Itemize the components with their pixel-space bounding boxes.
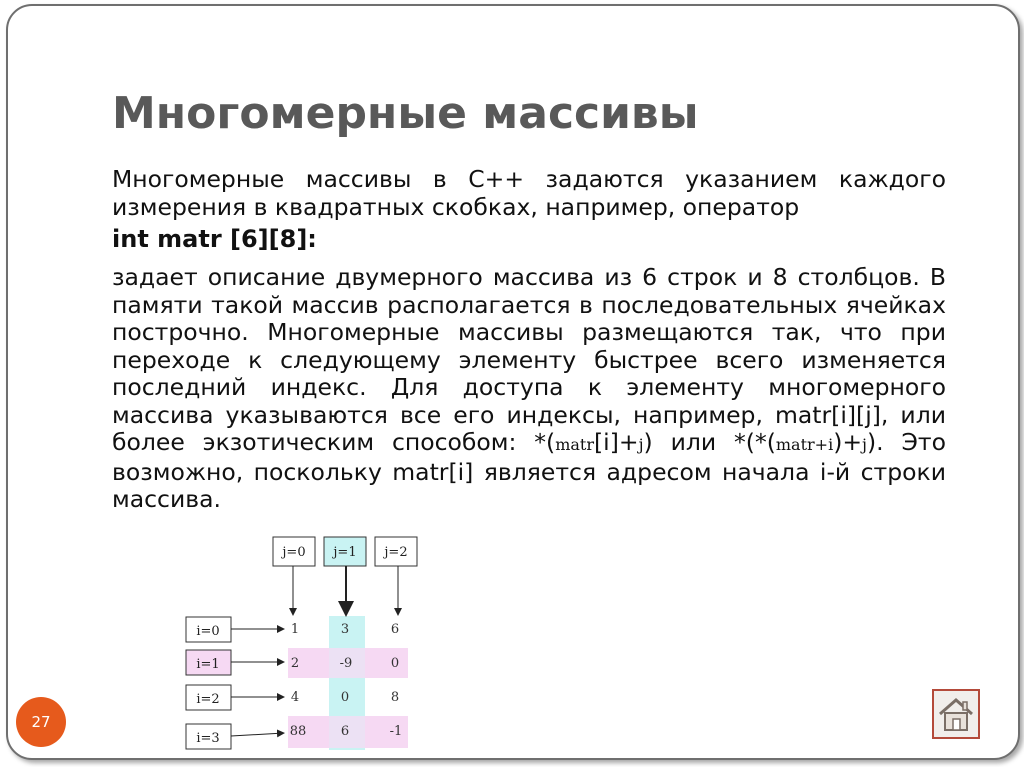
pointer-expr-matr-i: matr+i [775,435,834,454]
pointer-expr-plus: )+ [833,428,863,456]
cell-1-2: 0 [390,656,400,671]
home-button[interactable] [932,689,980,739]
row-label-2: i=2 [196,692,220,707]
code-declaration: int matr [6][8]: [112,225,317,253]
cell-1-0: 2 [290,656,300,671]
page-number-badge: 27 [16,697,66,747]
cell-1-1: -9 [339,656,353,671]
slide-title: Многомерные массивы [112,88,699,139]
cell-3-2: -1 [389,724,403,739]
home-icon [934,691,978,737]
pointer-expr-index: [i]+ [594,428,639,456]
row-arrow-3 [231,733,284,736]
cell-0-0: 1 [290,622,300,637]
row-label-1: i=1 [196,657,220,672]
row-label-0: i=0 [196,624,220,639]
col-label-0: j=0 [282,545,306,560]
cell-2-1: 0 [340,690,350,705]
pointer-expr-j: j [638,435,644,454]
explanation-text: задает описание двумерного массива из 6 строк и 8 столбцов. В памяти такой массив располагается в последовательных ячейках построчно. Многомерные массивы размещаются так, что при переходе к следующему элементу быстрее всего изменяется последний индекс. Для доступа к элементу многомерного массива указываются все его индексы, например, matr[i][j], или более экзотическим способом: *( [112,263,946,456]
cell-3-0: 88 [289,724,307,739]
pointer-expr-j2: j [862,435,868,454]
cell-3-1: 6 [340,724,350,739]
paragraph-intro: Многомерные массивы в С++ задаются указанием каждого измерения в квадратных скобках, например, оператор [112,165,946,221]
explanation-tail: ). Это возможно, поскольку matr[i] является адресом начала i-й строки массива. [112,428,947,513]
cell-2-0: 4 [290,690,300,705]
pointer-expr-or: ) или *(*( [643,428,776,456]
cell-0-2: 6 [390,622,400,637]
col-label-2: j=2 [384,545,408,560]
row-label-3: i=3 [196,731,220,746]
cell-0-1: 3 [340,622,350,637]
col-label-1: j=1 [333,545,357,560]
cell-2-2: 8 [390,690,400,705]
pointer-expr-matr: matr [555,435,595,454]
